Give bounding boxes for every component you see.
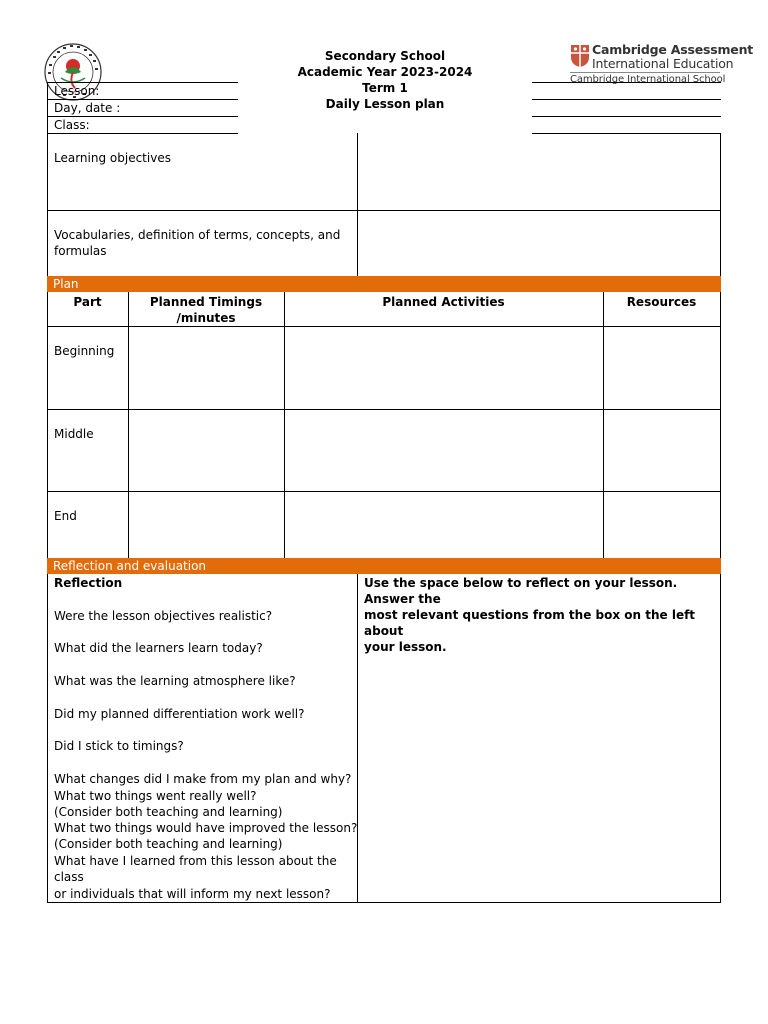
- reflection-section-header: Reflection and evaluation: [47, 558, 721, 574]
- reflection-question: (Consider both teaching and learning): [54, 805, 283, 819]
- reflection-question: (Consider both teaching and learning): [54, 837, 283, 851]
- reflection-heading: Reflection: [54, 576, 123, 590]
- divider: [47, 326, 721, 327]
- logo-divider: [570, 72, 720, 73]
- reflection-instructions-line1: Use the space below to reflect on your lesson. Answer the: [364, 576, 678, 606]
- cambridge-shield-icon: [570, 44, 590, 68]
- reflection-instructions-line3: your lesson.: [364, 640, 447, 654]
- divider: [47, 292, 48, 558]
- vocabulary-label-line1: Vocabularies, definition of terms, concepts, and: [54, 228, 341, 242]
- plan-section-header: Plan: [47, 276, 721, 292]
- column-header-part: Part: [73, 295, 102, 309]
- reflection-question: What did the learners learn today?: [54, 641, 263, 655]
- reflection-question: Did I stick to timings?: [54, 739, 184, 753]
- class-label: Class:: [54, 118, 90, 132]
- school-name: Secondary School: [324, 49, 446, 63]
- reflection-question: What two things would have improved the lesson?: [54, 821, 358, 835]
- divider: [532, 116, 721, 117]
- divider: [47, 574, 48, 903]
- reflection-question: What two things went really well?: [54, 789, 257, 803]
- divider: [47, 210, 721, 211]
- reflection-instructions-line2: most relevant questions from the box on the left about: [364, 608, 696, 638]
- learning-objectives-label: Learning objectives: [54, 151, 171, 165]
- row-label-end: End: [54, 509, 77, 523]
- column-header-timings-line1: Planned Timings: [149, 295, 263, 309]
- lesson-label: Lesson:: [54, 84, 100, 98]
- divider: [603, 292, 604, 558]
- reflection-question: Did my planned differentiation work well?: [54, 707, 305, 721]
- divider: [284, 292, 285, 558]
- divider: [357, 574, 358, 903]
- column-header-timings: [128, 294, 284, 326]
- vocabulary-label: [54, 227, 340, 259]
- divider: [47, 409, 721, 410]
- cambridge-line3: Cambridge International School: [570, 74, 726, 85]
- column-header-activities: Planned Activities: [382, 295, 505, 309]
- reflection-question: What changes did I make from my plan and why?: [54, 772, 352, 786]
- divider: [532, 99, 721, 100]
- divider: [47, 902, 721, 903]
- day-date-label: Day, date :: [54, 101, 121, 115]
- reflection-question: or individuals that will inform my next lesson?: [54, 887, 331, 901]
- divider: [357, 133, 358, 276]
- row-label-middle: Middle: [54, 427, 94, 441]
- cambridge-line1: Cambridge Assessment: [592, 42, 754, 57]
- row-label-beginning: Beginning: [54, 344, 115, 358]
- divider: [720, 574, 721, 903]
- divider: [47, 491, 721, 492]
- document-title: Daily Lesson plan: [325, 97, 445, 111]
- reflection-question: class: [54, 870, 84, 884]
- divider: [47, 133, 238, 134]
- divider: [720, 133, 721, 276]
- reflection-question: What was the learning atmosphere like?: [54, 674, 296, 688]
- document-header: [270, 48, 500, 112]
- reflection-instructions: [364, 575, 716, 655]
- reflection-question: What have I learned from this lesson about the: [54, 854, 337, 868]
- term: Term 1: [362, 81, 408, 95]
- divider: [47, 82, 48, 133]
- cambridge-line2: International Education: [592, 56, 734, 71]
- column-header-resources: Resources: [626, 295, 697, 309]
- reflection-question: Were the lesson objectives realistic?: [54, 609, 273, 623]
- column-header-timings-line2: /minutes: [176, 311, 236, 325]
- divider: [47, 133, 48, 276]
- divider: [532, 82, 721, 83]
- divider: [532, 133, 721, 134]
- divider: [128, 292, 129, 558]
- vocabulary-label-line2: formulas: [54, 244, 107, 258]
- divider: [720, 292, 721, 558]
- academic-year: Academic Year 2023-2024: [297, 65, 473, 79]
